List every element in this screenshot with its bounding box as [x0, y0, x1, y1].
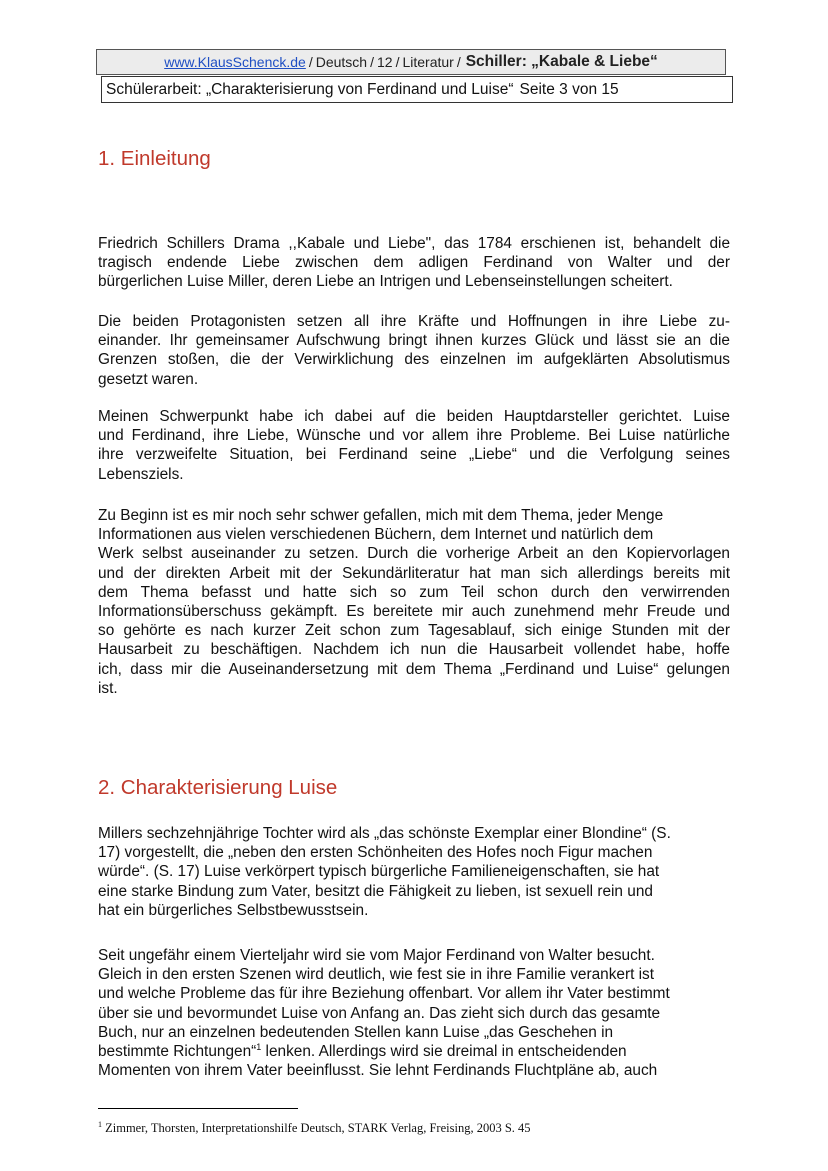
breadcrumb-separator: / [395, 54, 400, 70]
breadcrumb-topic: Literatur [402, 54, 454, 70]
text-line: dem Thema befasst und hatte sich so zum Teil schon durch den verwirrenden [98, 583, 730, 601]
text-line: Momenten von ihrem Vater beeinflusst. Sie lehnt Ferdinands Fluchtpläne ab, auch [98, 1062, 658, 1080]
paragraph [98, 946, 730, 1080]
text-line: und der direkten Arbeit mit der Sekundärliteratur hat man sich allerdings bereits mit [98, 564, 730, 582]
footnote [98, 1121, 531, 1136]
text-line: über sie und bevormundet Luise von Anfang an. Das zieht sich durch das gesamte [98, 1004, 661, 1022]
page-indicator: Seite 3 von 15 [519, 80, 619, 98]
text-line: ihre verzweifelte Situation, bei Ferdinand seine „Liebe“ und die Verfolgung seines [98, 446, 730, 464]
text-line: Friedrich Schillers Drama ,,Kabale und Liebe", das 1784 erschienen ist, behandelt die [98, 235, 730, 252]
text-line: und welche Probleme das für ihre Beziehung offenbart. Vor allem ihr Vater bestimmt [98, 985, 670, 1003]
text-line: 17) vorgestellt, die „neben den ersten Schönheiten des Hofes noch Figur machen [98, 844, 653, 862]
text-line: Gleich in den ersten Szenen wird deutlich, wie fest sie in ihre Familie verankert ist [98, 966, 655, 984]
document-subtitle: Schülerarbeit: „Charakterisierung von Ferdinand und Luise“ [106, 80, 514, 98]
breadcrumb-separator: / [456, 54, 461, 70]
breadcrumb-separator: / [370, 54, 374, 70]
footnote-divider [98, 1108, 298, 1109]
paragraph [98, 407, 730, 484]
text-line: und Ferdinand, ihre Liebe, Wünsche und vor allem ihre Probleme. Bei Luise natürliche [98, 427, 730, 445]
paragraph [98, 234, 730, 292]
text-line: ich, dass mir die Auseinandersetzung mit dem Thema „Ferdinand und Luise“ gelungen [98, 660, 730, 678]
text-line: Werk selbst auseinander zu setzen. Durch die vorherige Arbeit an den Kopiervorlagen [98, 545, 730, 563]
text-line: Lebensziels. [98, 465, 184, 483]
breadcrumb-separator: / [308, 54, 313, 70]
text-line: Hausarbeit zu beschäftigen. Nachdem ich nun die Hausarbeit vollendet habe, hoffe [98, 641, 730, 659]
text-line: so gehörte es nach kurzer Zeit schon zum Tagesablauf, sich einige Stunden mit der [98, 622, 730, 640]
site-link[interactable]: www.KlausSchenck.de [164, 54, 306, 70]
text-line: würde“. (S. 17) Luise verkörpert typisch bürgerliche Familieneigenschaften, sie hat [98, 863, 660, 881]
footnote-text: Zimmer, Thorsten, Interpretationshilfe Deutsch, STARK Verlag, Freising, 2003 S. 45 [102, 1121, 531, 1135]
text-line: einander. Ihr gemeinsamer Aufschwung bringt ihnen kurzes Glück und lässt sie an die [98, 332, 730, 350]
page-header-subtitle [101, 76, 733, 103]
text-line: Zu Beginn ist es mir noch sehr schwer gefallen, mich mit dem Thema, jeder Menge [98, 507, 664, 524]
text-line: hat ein bürgerliches Selbstbewusstsein. [98, 901, 369, 919]
text-line: Informationsüberschuss gekämpft. Es bereitete mir auch zunehmend mehr Freude und [98, 603, 730, 621]
text-line: eine starke Bindung zum Vater, besitzt die Fähigkeit zu lieben, ist sexuell rein und [98, 882, 653, 900]
text-line: ist. [98, 679, 118, 697]
breadcrumb-subject: Deutsch [315, 54, 368, 70]
text-line: Grenzen stoßen, die der Verwirklichung des einzelnen im aufgeklärten Absolutismus [98, 351, 730, 369]
text-line: Die beiden Protagonisten setzen all ihre Kräfte und Hoffnungen in ihre Liebe zu- [98, 313, 730, 330]
text-line: bürgerlichen Luise Miller, deren Liebe an Intrigen und Lebenseinstellungen scheitert. [98, 273, 673, 291]
text-line: Seit ungefähr einem Vierteljahr wird sie vom Major Ferdinand von Walter besucht. [98, 947, 655, 964]
text-line: gesetzt waren. [98, 370, 199, 388]
text-line: Informationen aus vielen verschiedenen Büchern, dem Internet und natürlich dem [98, 526, 654, 544]
work-title: Schiller: „Kabale & Liebe“ [465, 53, 658, 70]
paragraph [98, 824, 730, 920]
text-line: Buch, nur an einzelnen bedeutenden Stellen kann Luise „das Geschehen in [98, 1023, 614, 1041]
footnote-reference: 1 [256, 1041, 262, 1052]
section-heading-einleitung: 1. Einleitung [98, 147, 211, 170]
text-line: tragisch endende Liebe zwischen dem adligen Ferdinand von Walter und der [98, 254, 730, 272]
text-fragment: bestimmte Richtungen“ [98, 1043, 257, 1061]
text-line: Millers sechzehnjährige Tochter wird als „das schönste Exemplar einer Blondine“ (S. [98, 825, 671, 842]
page-header-breadcrumb [96, 49, 726, 75]
text-fragment: lenken. Allerdings wird sie dreimal in entscheidenden [261, 1043, 627, 1061]
section-heading-charakterisierung-luise: 2. Charakterisierung Luise [98, 776, 338, 799]
paragraph [98, 312, 730, 389]
text-line-with-footnote [98, 1042, 730, 1061]
footnote-marker: 1 [98, 1119, 102, 1129]
paragraph [98, 506, 730, 698]
text-line: Meinen Schwerpunkt habe ich dabei auf die beiden Hauptdarsteller gerichtet. Luise [98, 408, 730, 425]
breadcrumb-grade: 12 [376, 54, 393, 70]
